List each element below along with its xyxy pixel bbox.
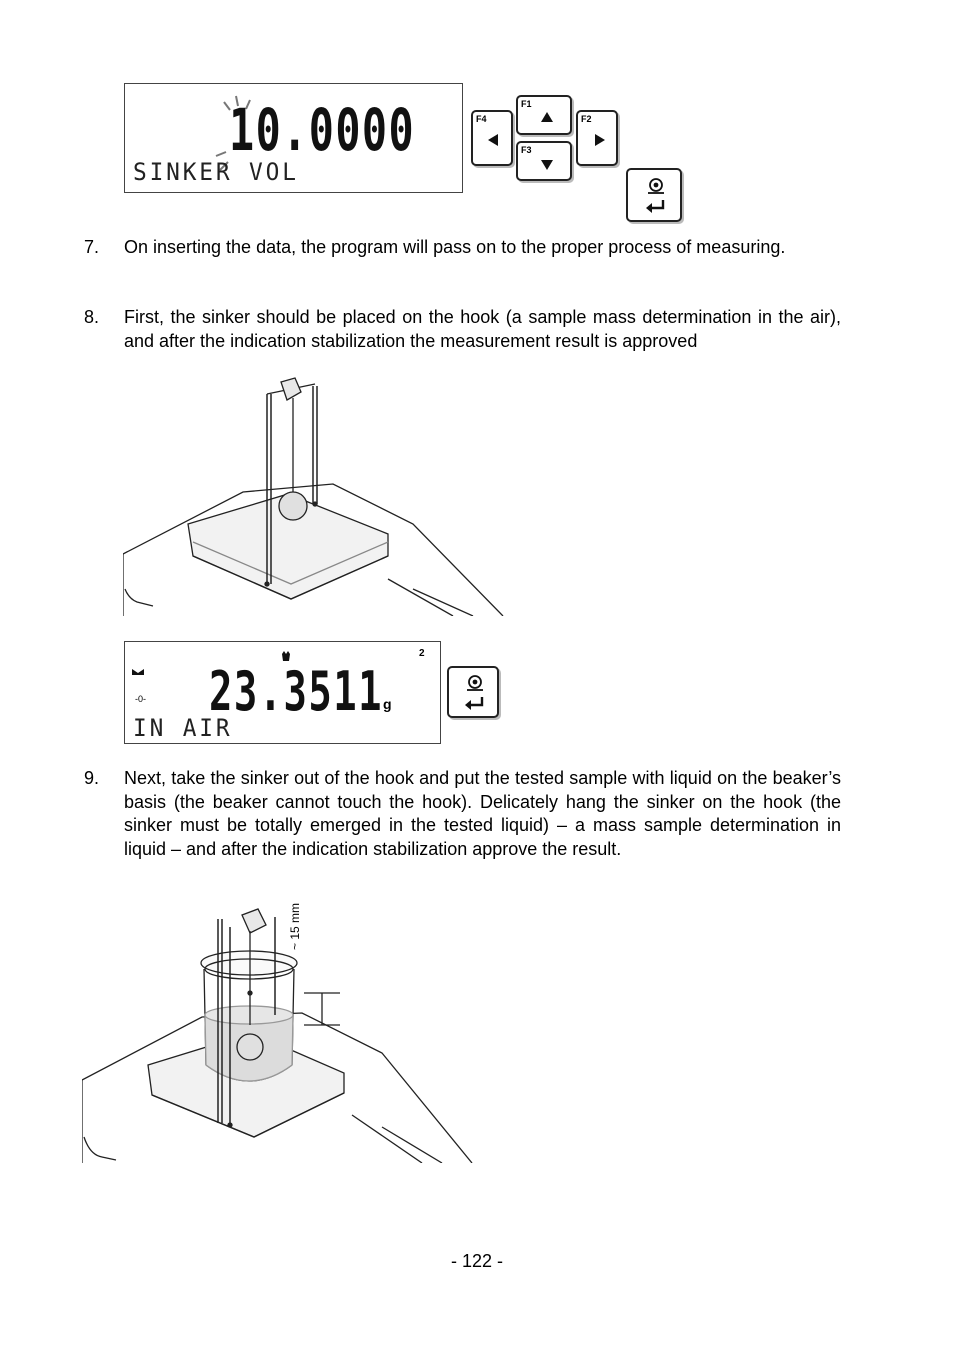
f1-up-key[interactable] (516, 95, 572, 135)
step-8 (84, 306, 841, 378)
zero-indicator: -0- (135, 694, 146, 704)
balance-sinker-in-liquid-illustration (82, 905, 477, 1163)
left-arrow-icon (485, 132, 501, 148)
lcd-display-sinker-vol (124, 83, 463, 193)
f2-label: F2 (581, 114, 592, 124)
f4-left-key[interactable] (471, 110, 513, 166)
f3-down-key[interactable] (516, 141, 572, 181)
f3-label: F3 (521, 145, 532, 155)
step-text: First, the sinker should be placed on the hook (a sample mass determination in the air), and after the indication stabilization the measurement result is approved (124, 307, 841, 351)
step-9 (84, 767, 841, 885)
balance-sinker-in-air-illustration (123, 374, 508, 616)
down-arrow-icon (539, 157, 555, 173)
up-arrow-icon (539, 109, 555, 125)
display-value: 10.0000 (229, 96, 416, 164)
display-unit: g (383, 696, 392, 712)
right-arrow-icon (592, 132, 608, 148)
enter-key-2[interactable] (447, 666, 499, 718)
step-text: On inserting the data, the program will pass on to the proper process of measuring. (124, 237, 786, 257)
dimension-label: ~ 15 mm (288, 902, 302, 950)
display-label: IN AIR (133, 714, 233, 742)
page-number: - 122 - (450, 1251, 504, 1271)
enter-key[interactable] (626, 168, 682, 222)
display-index: 2 (419, 648, 425, 659)
enter-icon (461, 673, 489, 713)
step-number: 7. (84, 237, 100, 257)
enter-icon (642, 176, 670, 216)
step-number: 9. (84, 768, 100, 788)
f1-label: F1 (521, 99, 532, 109)
step-text: Next, take the sinker out of the hook and put the tested sample with liquid on the beaker’s basis (the beaker cannot touch the hook). Delicately hang the sinker on the hook (the sinker must be totally emerged in the tested liquid) – a mass sample determination in liquid – and after the indication stabilization approve the result. (124, 768, 841, 859)
f2-right-key[interactable] (576, 110, 618, 166)
lcd-display-in-air (124, 641, 441, 744)
display-label: SINKER VOL (133, 158, 299, 186)
step-number: 8. (84, 307, 100, 327)
step-7 (84, 236, 841, 284)
display-value: 23.3511 (209, 660, 383, 723)
f4-label: F4 (476, 114, 487, 124)
stability-indicator-icon (131, 668, 145, 676)
